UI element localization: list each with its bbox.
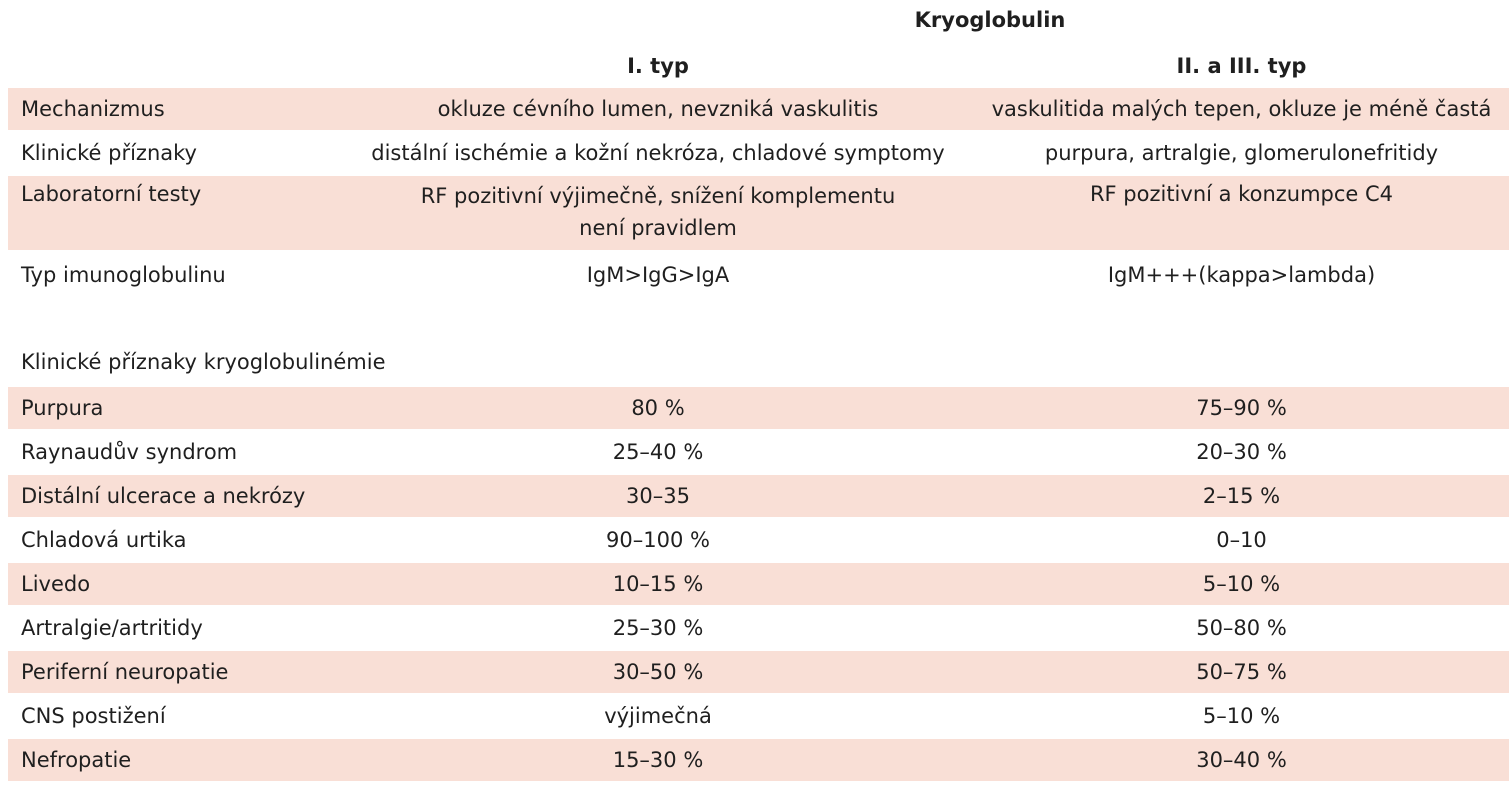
row-label: Distální ulcerace a nekrózy bbox=[21, 484, 306, 508]
type1-value: 80 % bbox=[631, 396, 685, 420]
type1-value: 30–50 % bbox=[612, 660, 704, 684]
table-row bbox=[8, 387, 1509, 429]
type1-value: výjimečná bbox=[604, 704, 712, 728]
table-row bbox=[8, 563, 1509, 605]
table-row bbox=[8, 431, 1509, 473]
section-title: Klinické příznaky kryoglobulinémie bbox=[21, 350, 386, 374]
column-header-row bbox=[8, 48, 1509, 84]
type1-value: 10–15 % bbox=[612, 572, 704, 596]
row-label: Chladová urtika bbox=[21, 528, 187, 552]
table-row bbox=[8, 519, 1509, 561]
row-label: Periferní neuropatie bbox=[21, 660, 229, 684]
type2-value: 20–30 % bbox=[1196, 440, 1287, 464]
row-label: Klinické příznaky bbox=[21, 141, 197, 165]
type1-value bbox=[348, 176, 968, 254]
type2-value: 50–80 % bbox=[1196, 616, 1287, 640]
column-header-type1: I. typ bbox=[627, 54, 689, 78]
table-row bbox=[8, 651, 1509, 693]
type2-value: 5–10 % bbox=[1202, 572, 1281, 596]
type1-value: 30–35 bbox=[626, 484, 690, 508]
type1-value: distální ischémie a kožní nekróza, chladové symptomy bbox=[371, 141, 945, 165]
table-row bbox=[8, 254, 1509, 296]
table-title: Kryoglobulin bbox=[914, 8, 1066, 32]
row-label: Artralgie/artritidy bbox=[21, 616, 203, 640]
table-row bbox=[8, 176, 1509, 250]
type1-value: okluze cévního lumen, nevzniká vaskulitis bbox=[437, 97, 879, 121]
table-row bbox=[8, 88, 1509, 130]
type2-value: 75–90 % bbox=[1196, 396, 1287, 420]
row-label: CNS postižení bbox=[21, 704, 166, 728]
table-row bbox=[8, 695, 1509, 737]
row-label: Purpura bbox=[21, 396, 104, 420]
table-row bbox=[8, 475, 1509, 517]
table-row bbox=[8, 739, 1509, 781]
column-header-type2-3: II. a III. typ bbox=[1176, 54, 1307, 78]
type1-value: 90–100 % bbox=[606, 528, 710, 552]
type1-value-line1: RF pozitivní výjimečně, snížení komplementu bbox=[420, 184, 896, 208]
type1-value: 25–40 % bbox=[612, 440, 704, 464]
type2-value: vaskulitida malých tepen, okluze je méně častá bbox=[991, 97, 1492, 121]
type2-value: RF pozitivní a konzumpce C4 bbox=[1089, 182, 1394, 206]
type2-value: IgM+++(kappa>lambda) bbox=[1107, 263, 1376, 287]
type2-value: 2–15 % bbox=[1202, 484, 1281, 508]
type2-value: 0–10 bbox=[1216, 528, 1267, 552]
row-label: Raynaudův syndrom bbox=[21, 440, 238, 464]
table-row bbox=[8, 607, 1509, 649]
row-label: Mechanizmus bbox=[21, 97, 165, 121]
row-label: Livedo bbox=[21, 572, 91, 596]
row-label: Nefropatie bbox=[21, 748, 132, 772]
type1-value: 25–30 % bbox=[612, 616, 704, 640]
type1-value: 15–30 % bbox=[612, 748, 704, 772]
row-label: Laboratorní testy bbox=[21, 182, 202, 206]
table-row bbox=[8, 132, 1509, 174]
type2-value: 30–40 % bbox=[1196, 748, 1287, 772]
type2-value: 5–10 % bbox=[1202, 704, 1281, 728]
row-label: Typ imunoglobulinu bbox=[21, 263, 226, 287]
type1-value-line2: není pravidlem bbox=[579, 216, 737, 240]
type2-value: 50–75 % bbox=[1196, 660, 1287, 684]
type2-value: purpura, artralgie, glomerulonefritidy bbox=[1044, 141, 1439, 165]
type1-value: IgM>IgG>IgA bbox=[586, 263, 730, 287]
